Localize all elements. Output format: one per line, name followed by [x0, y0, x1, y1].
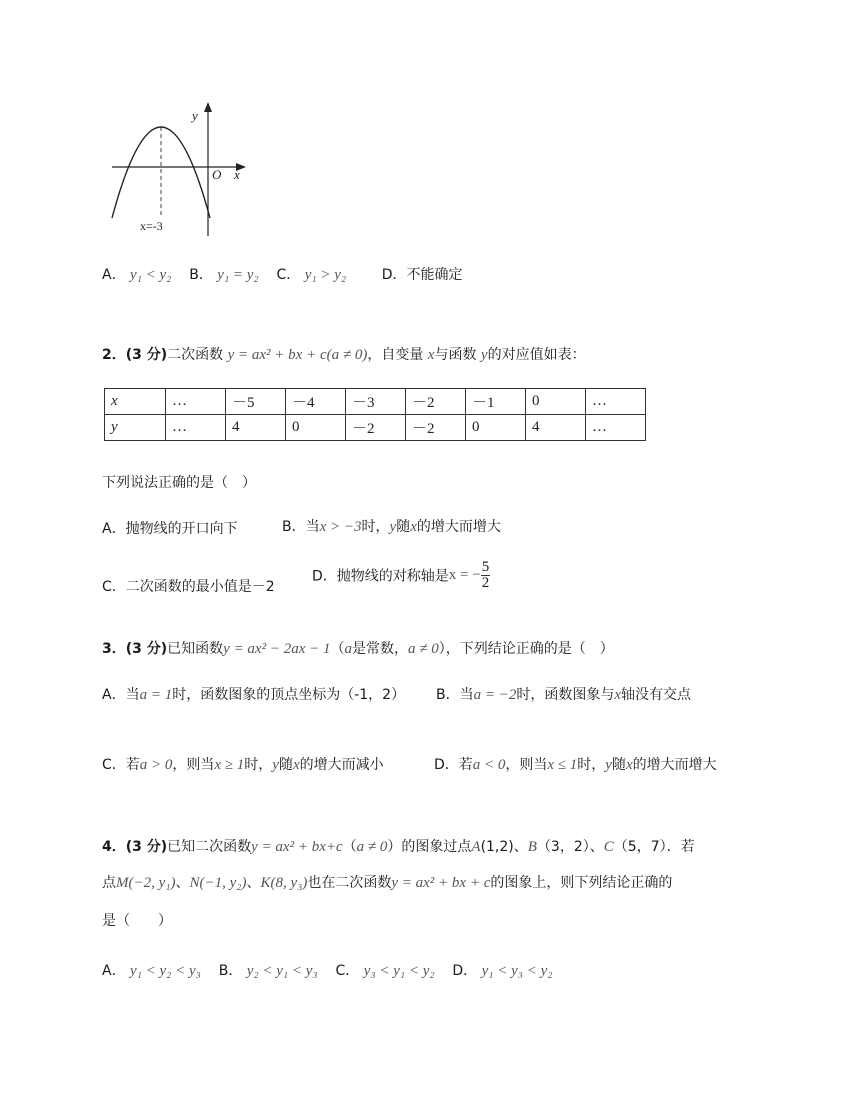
table-row-y [105, 415, 646, 441]
q3-option-c-math2: x ≥ 1 [214, 757, 245, 773]
q3-number: 3．(3 分) [102, 641, 168, 657]
q2-option-b-y: y [389, 519, 397, 535]
q1-options [102, 264, 462, 284]
q3-option-d-x: x [625, 757, 633, 773]
q2-option-b-x: x [410, 519, 417, 535]
q3-option-d-c: 时， [577, 757, 606, 773]
q3-option-c-a: C．若 [102, 757, 140, 773]
symmetry-axis-label: x=-3 [140, 219, 163, 233]
table-cell: －2 [406, 389, 466, 415]
q3-option-b-x: x [614, 687, 622, 703]
q4-stem-math: y = ax² + bx+c [251, 839, 343, 855]
q2-option-d-a: D．抛物线的对称轴是 [312, 568, 449, 585]
table-cell: －1 [466, 389, 526, 415]
q4-option-a[interactable] [102, 963, 201, 979]
q4-point-c: C [603, 839, 614, 855]
table-cell: －5 [226, 389, 286, 415]
q3-option-c-math1: a > 0 [139, 757, 173, 773]
q3-option-c-e: 的增大而减小 [299, 757, 384, 773]
q3-option-d-y: y [605, 757, 612, 773]
q2-option-a[interactable]: A．抛物线的开口向下 [102, 521, 238, 537]
q3-stem-cond: a ≠ 0 [408, 641, 439, 657]
q2-option-b-b: 时， [361, 519, 390, 535]
q4-point-c-coord: （5，7）．若 [613, 839, 695, 855]
table-cell: 4 [226, 415, 286, 441]
q2-option-d[interactable] [312, 560, 490, 591]
q2-number: 2．(3 分) [102, 347, 168, 363]
table-cell: －3 [346, 389, 406, 415]
q1-option-b-prefix: B． [189, 267, 213, 283]
q3-option-c-x: x [292, 757, 300, 773]
q3-option-c[interactable] [102, 754, 384, 774]
q3-option-d-b: ，则当 [505, 757, 548, 773]
q1-option-d[interactable]: D．不能确定 [381, 267, 463, 283]
q1-option-b-math: y₁ = y₂ [217, 267, 259, 283]
table-cell: y [105, 415, 166, 441]
q2-stem [102, 344, 586, 364]
table-cell: －4 [286, 389, 346, 415]
q4-stem-c: ）的图象过点 [387, 839, 472, 855]
q4-option-c[interactable] [335, 963, 434, 979]
q4-option-a-prefix: A． [102, 963, 126, 979]
q4-separator: 、 [246, 875, 261, 891]
q3-option-d-d: 随 [611, 757, 626, 773]
q4-option-c-prefix: C． [335, 963, 360, 979]
q2-option-d-fraction [481, 560, 491, 591]
q2-option-c[interactable]: C．二次函数的最小值是－2 [102, 579, 275, 595]
q2-option-b-math: x > −3 [319, 519, 362, 535]
q4-stem-line2 [102, 872, 672, 892]
q2-stem-var-x: x [427, 347, 435, 363]
q3-stem-b: （ [330, 641, 345, 657]
q3-stem-a: 已知函数 [167, 641, 224, 657]
y-axis-label: y [192, 108, 198, 123]
q1-option-a-math: y₁ < y₂ [130, 267, 172, 283]
q3-option-b-b: 时，函数图象与 [516, 687, 615, 703]
q4-number: 4．(3 分) [102, 839, 168, 855]
q4-option-d-prefix: D． [452, 963, 478, 979]
table-cell: 0 [466, 415, 526, 441]
table-cell: 0 [286, 415, 346, 441]
q1-option-a-prefix: A． [102, 267, 126, 283]
q3-option-d-a: D．若 [434, 757, 473, 773]
x-axis-label: x [234, 167, 240, 182]
table-cell: 0 [526, 389, 586, 415]
q2-option-d-math-lhs: x = − [448, 567, 481, 583]
q3-option-b-c: 轴没有交点 [621, 687, 692, 703]
q4-options [102, 960, 553, 980]
q3-option-c-b: ，则当 [172, 757, 215, 773]
table-cell: 4 [526, 415, 586, 441]
q2-stem-c: 与函数 [434, 347, 477, 363]
q3-stem [102, 638, 614, 658]
q3-option-d-math1: a < 0 [472, 757, 506, 773]
table-cell: … [586, 389, 646, 415]
q4-stem-a: 已知二次函数 [167, 839, 252, 855]
q4-line2-b: 也在二次函数 [307, 875, 392, 891]
q3-option-b-math: a = −2 [473, 687, 517, 703]
table-cell: … [586, 415, 646, 441]
q1-option-b[interactable] [189, 267, 258, 283]
q3-option-c-d: 随 [278, 757, 293, 773]
q4-point-a-coord: (1,2)、 [480, 839, 528, 855]
q1-option-a[interactable] [102, 267, 171, 283]
q4-option-b[interactable] [219, 963, 318, 979]
q4-point-m: M(−2, y₁) [116, 875, 176, 891]
q3-stem-c: 是常数， [352, 641, 408, 657]
q4-stem-b: （ [342, 839, 357, 855]
q4-separator: 、 [175, 875, 190, 891]
q4-option-a-math: y₁ < y₂ < y₃ [130, 963, 201, 979]
q2-stem-b: ，自变量 [367, 347, 424, 363]
q2-option-b-c: 随 [396, 519, 411, 535]
table-row-x [105, 389, 646, 415]
q3-option-c-c: 时， [244, 757, 273, 773]
q4-option-d[interactable] [452, 963, 552, 979]
q4-point-n: N(−1, y₂) [189, 875, 247, 891]
q3-stem-a-var: a [344, 641, 352, 657]
table-cell: x [105, 389, 166, 415]
q3-option-c-y: y [272, 757, 279, 773]
q2-stem-a: 二次函数 [167, 347, 224, 363]
q2-prompt: 下列说法正确的是（ ） [102, 475, 256, 491]
q3-option-a-b: 时，函数图象的顶点坐标为（-1，2） [172, 687, 406, 703]
y-axis-arrow-icon [204, 102, 212, 112]
q4-point-k: K(8, y₃) [260, 875, 308, 891]
q2-stem-d: 的对应值如表： [487, 347, 586, 363]
q2-stem-var-y: y [480, 347, 488, 363]
q4-stem-line1 [102, 836, 695, 856]
q1-option-c[interactable] [276, 267, 346, 283]
q3-stem-d: ），下列结论正确的是（ ） [438, 641, 614, 657]
table-cell: … [166, 389, 226, 415]
table-cell: … [166, 415, 226, 441]
q3-option-a[interactable] [102, 684, 405, 704]
q4-line2-a: 点 [102, 875, 116, 891]
q3-option-b[interactable] [436, 684, 691, 704]
q3-stem-math: y = ax² − 2ax − 1 [223, 641, 331, 657]
q4-line2-math: y = ax² + bx + c [391, 875, 491, 891]
q2-option-b-a: B．当 [282, 519, 320, 535]
origin-label: O [212, 167, 222, 182]
q3-option-a-math: a = 1 [139, 687, 173, 703]
fraction-numerator: 5 [481, 559, 490, 575]
q1-option-c-prefix: C． [276, 267, 301, 283]
q2-value-table [104, 388, 646, 441]
q4-option-d-math: y₁ < y₃ < y₂ [481, 963, 553, 979]
q3-option-d[interactable] [434, 754, 717, 774]
q3-option-a-a: A．当 [102, 687, 140, 703]
q4-option-b-math: y₂ < y₁ < y₃ [246, 963, 318, 979]
q2-option-b[interactable] [282, 516, 501, 536]
q4-line2-c: 的图象上，则下列结论正确的 [490, 875, 673, 891]
q4-stem-line3: 是（ ） [102, 913, 172, 929]
q4-point-a: A [471, 839, 481, 855]
q1-option-c-math: y₁ > y₂ [304, 267, 347, 283]
q4-option-b-prefix: B． [218, 963, 243, 979]
q3-option-d-e: 的增大而增大 [632, 757, 717, 773]
q4-point-b: B [527, 839, 537, 855]
q4-point-b-coord: （3，2）、 [536, 839, 604, 855]
q2-option-b-d: 的增大而增大 [416, 519, 501, 535]
q3-option-d-math2: x ≤ 1 [547, 757, 578, 773]
fraction-denominator: 2 [481, 575, 490, 591]
q4-stem-cond: a ≠ 0 [356, 839, 388, 855]
q2-stem-math: y = ax² + bx + c(a ≠ 0) [227, 347, 368, 363]
q4-option-c-math: y₃ < y₁ < y₂ [363, 963, 435, 979]
q3-option-b-a: B．当 [436, 687, 474, 703]
table-cell: －2 [406, 415, 466, 441]
parabola-graph [100, 96, 260, 242]
table-cell: －2 [346, 415, 406, 441]
